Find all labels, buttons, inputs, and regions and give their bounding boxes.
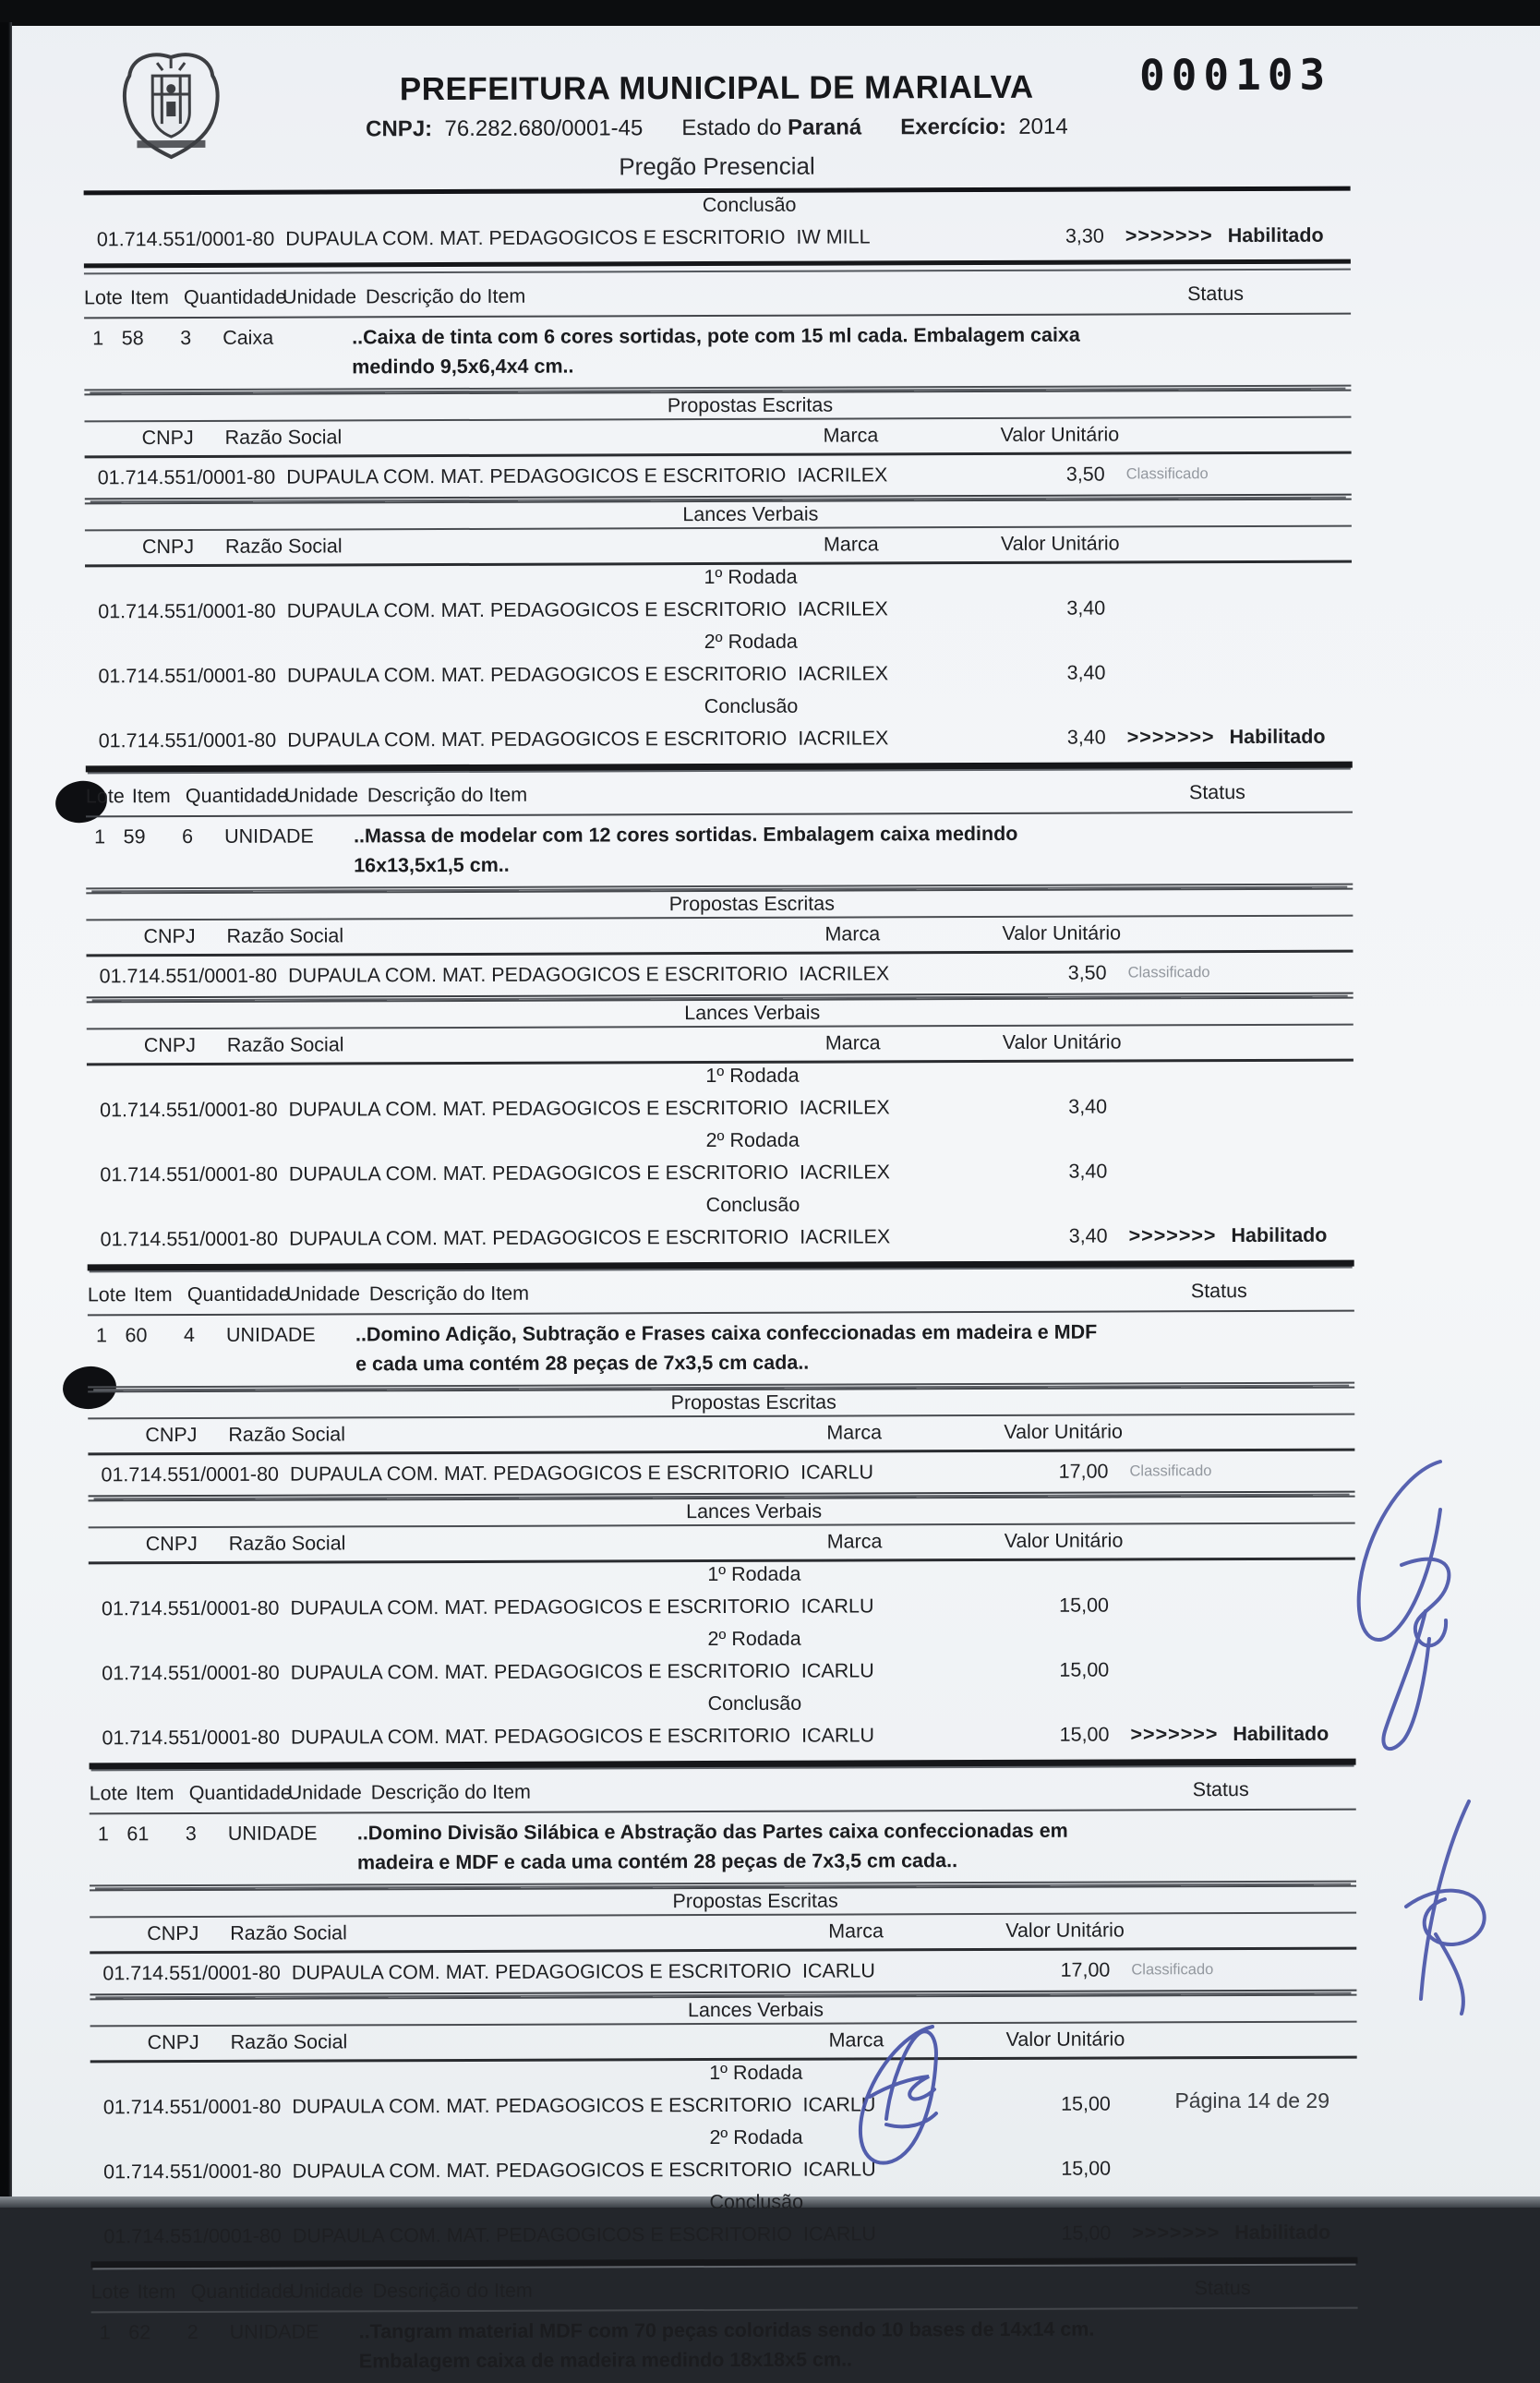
status-classificado: Classificado [1127, 964, 1210, 981]
document-content [83, 24, 1358, 2383]
valor-unitario-value: 3,40 [1066, 661, 1106, 684]
status-value: Habilitado [1234, 2221, 1331, 2245]
status-classificado: Classificado [1129, 1462, 1212, 1480]
col-label-marca: Marca [823, 424, 879, 447]
col-label-item: Item [129, 286, 169, 309]
supplier-cnpj: 01.714.551/0001-80 [98, 728, 277, 752]
divider [90, 2257, 1357, 2269]
supplier-cnpj: 01.714.551/0001-80 [100, 1162, 278, 1186]
round-1-label: 1º Rodada [705, 1064, 800, 1088]
supplier-razao: DUPAULA COM. MAT. PEDAGOGICOS E ESCRITORIO [291, 1959, 792, 1984]
column-header [90, 2023, 1357, 2064]
col-label-razao-social: Razão Social [230, 2030, 348, 2053]
pen-mark [1337, 1454, 1494, 1777]
valor-unitario-value: 3,40 [1066, 726, 1106, 749]
round-1-label: 1º Rodada [707, 1562, 801, 1586]
col-label-razao-social: Razão Social [224, 535, 343, 558]
supplier-cnpj: 01.714.551/0001-80 [99, 964, 278, 988]
proposal-row [88, 1451, 1354, 1498]
col-label-item: Item [133, 1283, 173, 1306]
valor-unitario-value: 3,40 [1068, 1095, 1108, 1118]
marca-value: ICARLU [802, 2222, 876, 2245]
col-label-lote: Lote [83, 286, 123, 309]
bid-row [87, 1151, 1354, 1196]
header-cnpj: CNPJ: 76.282.680/0001-45 [366, 115, 644, 142]
supplier-cnpj: 01.714.551/0001-80 [102, 1961, 281, 1985]
round-2-label: 2º Rodada [707, 1627, 801, 1651]
col-label-cnpj: CNPJ [141, 426, 194, 450]
marca-value: IACRILEX [797, 463, 888, 487]
item-value: 59 [123, 825, 146, 848]
supplier-razao: DUPAULA COM. MAT. PEDAGOGICOS E ESCRITORIO [292, 2222, 793, 2247]
conclusion-label: Conclusão [709, 2190, 804, 2214]
col-label-status: Status [1194, 2276, 1251, 2300]
lances-verbais-label: Lances Verbais [90, 1994, 1356, 2028]
item-value: 61 [126, 1823, 150, 1846]
quantidade-value: 4 [183, 1323, 195, 1347]
divider [90, 1759, 1356, 1770]
col-label-item: Item [131, 785, 171, 808]
item-row [91, 2309, 1358, 2383]
valor-unitario-value: 17,00 [1058, 1460, 1109, 1483]
col-label-marca: Marca [826, 1421, 883, 1444]
supplier-cnpj: 01.714.551/0001-80 [102, 1661, 280, 1685]
page-number: Página 14 de 29 [1174, 2088, 1329, 2112]
supplier-cnpj: 01.714.551/0001-80 [103, 2160, 282, 2184]
lote-value: 1 [97, 1823, 109, 1846]
supplier-cnpj: 01.714.551/0001-80 [102, 1726, 280, 1750]
col-label-descricao: Descrição do Item [367, 783, 528, 807]
status-value: Habilitado [1231, 1223, 1328, 1247]
col-label-status: Status [1188, 781, 1245, 804]
col-label-unidade: Unidade [282, 285, 357, 308]
col-label-marca: Marca [828, 2028, 884, 2052]
item-row [88, 1312, 1354, 1389]
conclusion-label: Conclusão [704, 694, 799, 718]
col-label-marca: Marca [828, 1920, 884, 1943]
supplier-razao: DUPAULA COM. MAT. PEDAGOGICOS E ESCRITORIO [290, 1659, 790, 1684]
descricao-line2: e cada uma contém 28 peças de 7x3,5 cm cada.. [355, 1351, 810, 1376]
col-label-unidade: Unidade [289, 2280, 364, 2303]
bid-row [85, 588, 1352, 632]
col-label-descricao: Descrição do Item [370, 1780, 531, 1804]
item-value: 60 [125, 1324, 148, 1347]
quantidade-value: 3 [185, 1822, 197, 1846]
descricao-line1: ..Domino Adição, Subtração e Frases caixa confeccionadas em madeira e MDF [355, 1320, 1098, 1346]
status-classificado: Classificado [1125, 465, 1209, 483]
bid-row [90, 2148, 1357, 2193]
col-label-quantidade: Quantidade [190, 2280, 294, 2304]
col-label-cnpj: CNPJ [147, 1921, 199, 1945]
municipality-coat-of-arms-logo [113, 48, 229, 167]
lote-value: 1 [92, 327, 104, 350]
supplier-cnpj: 01.714.551/0001-80 [100, 1098, 278, 1122]
lot-table-header [84, 278, 1351, 319]
column-header [89, 1524, 1355, 1565]
propostas-escritas-label: Propostas Escritas [88, 1387, 1354, 1420]
col-label-status: Status [1190, 1280, 1247, 1303]
propostas-escritas-label: Propostas Escritas [90, 1885, 1356, 1919]
valor-unitario-value: 3,40 [1066, 596, 1106, 620]
valor-unitario-value: 15,00 [1059, 1723, 1110, 1746]
conclusion-label: Conclusão [702, 193, 797, 217]
round-2-label: 2º Rodada [704, 630, 798, 654]
col-label-razao-social: Razão Social [224, 426, 343, 449]
col-label-unidade: Unidade [285, 1282, 360, 1306]
col-label-lote: Lote [90, 2281, 130, 2304]
col-label-cnpj: CNPJ [143, 1033, 197, 1057]
lances-verbais-label: Lances Verbais [87, 997, 1354, 1030]
column-header [90, 1914, 1356, 1955]
marca-value: IACRILEX [799, 1161, 891, 1184]
signature [822, 2017, 997, 2184]
col-label-razao-social: Razão Social [228, 1423, 346, 1446]
item-value: 62 [128, 2321, 151, 2344]
descricao-line1: ..Tangram material MDF com 70 peças coloridas sendo 10 bases de 14x14 cm. [358, 2317, 1095, 2343]
marca-value: IACRILEX [800, 1225, 891, 1248]
col-label-item: Item [137, 2281, 176, 2304]
unidade-value: UNIDADE [224, 824, 314, 848]
quantidade-value: 2 [186, 2320, 199, 2344]
supplier-razao: DUPAULA COM. MAT. PEDAGOGICOS E ESCRITORIO [288, 1096, 788, 1121]
supplier-cnpj: 01.714.551/0001-80 [96, 227, 275, 251]
propostas-escritas-label: Propostas Escritas [86, 888, 1353, 921]
lote-value: 1 [99, 2321, 111, 2344]
valor-unitario-value: 17,00 [1060, 1958, 1111, 1981]
marca-value: ICARLU [800, 1659, 874, 1682]
col-label-descricao: Descrição do Item [365, 284, 526, 308]
col-label-valor-unitario: Valor Unitário [1004, 1420, 1124, 1443]
round-1-label: 1º Rodada [709, 2061, 803, 2085]
item-row [86, 813, 1353, 890]
propostas-escritas-label: Propostas Escritas [84, 390, 1351, 423]
item-row [84, 315, 1351, 391]
supplier-razao: DUPAULA COM. MAT. PEDAGOGICOS E ESCRITORIO [292, 2093, 792, 2118]
valor-unitario-value: 3,40 [1068, 1224, 1108, 1247]
unidade-value: UNIDADE [229, 2320, 319, 2343]
col-label-valor-unitario: Valor Unitário [1000, 423, 1120, 446]
supplier-razao: DUPAULA COM. MAT. PEDAGOGICOS E ESCRITORIO [288, 1161, 789, 1185]
supplier-razao: DUPAULA COM. MAT. PEDAGOGICOS E ESCRITORIO [290, 1595, 790, 1619]
column-header [86, 917, 1353, 957]
marca-value: ICARLU [802, 2093, 876, 2116]
lot-blocks [84, 278, 1358, 2269]
col-label-marca: Marca [826, 1530, 883, 1553]
proposal-row [90, 1950, 1356, 1996]
lote-value: 1 [95, 1324, 107, 1347]
lot-table-header [91, 2272, 1358, 2314]
marca-value: ICARLU [800, 1595, 874, 1618]
col-label-lote: Lote [89, 1782, 128, 1805]
supplier-razao: DUPAULA COM. MAT. PEDAGOGICOS E ESCRITORIO [286, 597, 787, 622]
valor-unitario-value: 3,30 [1065, 224, 1104, 247]
conclusion-label: Conclusão [707, 1691, 802, 1715]
pen-mark [1380, 1796, 1519, 2027]
conclusion-row [84, 216, 1351, 260]
document-header [83, 24, 1351, 184]
column-header [85, 527, 1352, 568]
conclusion-row [89, 1715, 1355, 1759]
supplier-razao: DUPAULA COM. MAT. PEDAGOGICOS E ESCRITORIO [286, 463, 787, 488]
proposal-row [87, 953, 1354, 999]
descricao-line2: Embalagem caixa de madeira medindo 18x18x5 cm.. [358, 2348, 853, 2373]
col-label-cnpj: CNPJ [143, 924, 196, 948]
arrows-mark: >>>>>>> [1132, 2221, 1221, 2245]
lot-block [90, 1774, 1358, 2269]
supplier-cnpj: 01.714.551/0001-80 [101, 1596, 280, 1620]
arrows-mark: >>>>>>> [1128, 1224, 1217, 1247]
unidade-value: UNIDADE [227, 1822, 318, 1845]
scan-top-edge [0, 0, 1540, 26]
bid-row [87, 1087, 1354, 1131]
marca-value: IACRILEX [799, 962, 890, 985]
conclusion-row [86, 717, 1353, 762]
arrows-mark: >>>>>>> [1130, 1723, 1219, 1746]
item-row [90, 1811, 1356, 1887]
proposal-row [85, 454, 1352, 500]
descricao-line2: madeira e MDF e cada uma contém 28 peças de 7x3,5 cm cada.. [356, 1849, 958, 1874]
valor-unitario-value: 3,40 [1068, 1160, 1108, 1183]
marca-value: ICARLU [802, 2158, 876, 2181]
col-label-valor-unitario: Valor Unitário [1002, 921, 1122, 945]
header-exercicio: Exercício: 2014 [900, 114, 1068, 140]
col-label-unidade: Unidade [283, 784, 359, 807]
col-label-cnpj: CNPJ [145, 1532, 198, 1556]
supplier-razao: DUPAULA COM. MAT. PEDAGOGICOS E ESCRITORIO [288, 962, 788, 987]
col-label-razao-social: Razão Social [228, 1532, 346, 1555]
status-value: Habilitado [1227, 223, 1324, 247]
lot-block [86, 776, 1354, 1271]
marca-value: IACRILEX [797, 597, 888, 620]
arrows-mark: >>>>>>> [1125, 224, 1213, 247]
valor-unitario-value: 15,00 [1059, 1658, 1110, 1681]
col-label-cnpj: CNPJ [141, 535, 195, 559]
bid-row [85, 653, 1352, 697]
lot-table-header [88, 1275, 1354, 1317]
supplier-cnpj: 01.714.551/0001-80 [103, 2224, 282, 2248]
divider [86, 762, 1353, 773]
scan-left-edge [0, 22, 12, 2208]
column-header [84, 418, 1351, 459]
descricao-line2: 16x13,5x1,5 cm.. [354, 853, 510, 877]
col-label-status: Status [1192, 1777, 1249, 1801]
status-classificado: Classificado [1131, 1961, 1214, 1979]
col-label-cnpj: CNPJ [145, 1423, 198, 1447]
col-label-valor-unitario: Valor Unitário [1005, 1919, 1125, 1942]
marca-value: IACRILEX [799, 1096, 890, 1119]
col-label-marca: Marca [824, 1031, 881, 1054]
supplier-razao: DUPAULA COM. MAT. PEDAGOGICOS E ESCRITORIO [292, 2158, 792, 2183]
page-title: PREFEITURA MUNICIPAL DE MARIALVA [399, 68, 1034, 108]
divider [84, 259, 1351, 269]
conclusion-label: Conclusão [705, 1193, 800, 1217]
lot-block [88, 1275, 1356, 1770]
unidade-value: Caixa [223, 326, 274, 349]
valor-unitario-value: 3,50 [1065, 463, 1105, 486]
supplier-razao: DUPAULA COM. MAT. PEDAGOGICOS E ESCRITORIO [290, 1724, 791, 1749]
col-label-razao-social: Razão Social [230, 1921, 347, 1944]
lote-value: 1 [94, 825, 106, 848]
column-header [88, 1415, 1354, 1456]
col-label-cnpj: CNPJ [147, 2030, 199, 2054]
column-header [87, 1026, 1354, 1066]
col-label-quantidade: Quantidade [186, 1282, 291, 1306]
supplier-cnpj: 01.714.551/0001-80 [98, 664, 276, 688]
col-label-quantidade: Quantidade [185, 784, 289, 808]
marca-value: ICARLU [800, 1461, 874, 1484]
supplier-cnpj: 01.714.551/0001-80 [100, 1227, 279, 1251]
conclusion-row [88, 1216, 1354, 1260]
round-1-label: 1º Rodada [704, 565, 798, 589]
valor-unitario-value: 15,00 [1061, 2221, 1112, 2245]
valor-unitario-value: 3,50 [1067, 961, 1107, 984]
status-value: Habilitado [1233, 1722, 1329, 1746]
supplier-cnpj: 01.714.551/0001-80 [98, 599, 276, 623]
bid-row [89, 1585, 1355, 1630]
col-label-valor-unitario: Valor Unitário [1000, 532, 1120, 555]
lot-table-header [86, 776, 1353, 818]
marca-value: IACRILEX [798, 662, 889, 685]
divider [88, 1260, 1354, 1271]
item-value: 58 [121, 327, 144, 350]
status-value: Habilitado [1229, 725, 1326, 749]
col-label-razao-social: Razão Social [226, 924, 344, 947]
col-label-quantidade: Quantidade [188, 1781, 292, 1805]
divider [84, 269, 1351, 275]
round-2-label: 2º Rodada [705, 1128, 800, 1152]
descricao-line1: ..Domino Divisão Silábica e Abstração das Partes caixa confeccionadas em [356, 1819, 1068, 1845]
marca-value: ICARLU [801, 1959, 875, 1982]
lances-verbais-label: Lances Verbais [89, 1496, 1355, 1529]
descricao-line1: ..Massa de modelar com 12 cores sortidas. Embalagem caixa medindo [354, 822, 1018, 848]
supplier-razao: DUPAULA COM. MAT. PEDAGOGICOS E ESCRITORIO [285, 225, 786, 250]
col-label-marca: Marca [823, 533, 879, 556]
marca-value: IACRILEX [798, 727, 889, 750]
col-label-razao-social: Razão Social [226, 1033, 344, 1056]
bid-row [90, 2084, 1357, 2128]
supplier-razao: DUPAULA COM. MAT. PEDAGOGICOS E ESCRITORIO [286, 662, 788, 687]
col-label-valor-unitario: Valor Unitário [1002, 1030, 1122, 1053]
col-label-quantidade: Quantidade [183, 285, 287, 309]
supplier-razao: DUPAULA COM. MAT. PEDAGOGICOS E ESCRITORIO [287, 727, 788, 752]
marca-value: ICARLU [801, 1724, 875, 1747]
quantidade-value: 3 [180, 326, 192, 350]
unidade-value: UNIDADE [225, 1323, 316, 1346]
valor-unitario-value: 15,00 [1061, 2092, 1111, 2115]
round-2-label: 2º Rodada [709, 2125, 803, 2149]
supplier-cnpj: 01.714.551/0001-80 [101, 1462, 279, 1486]
col-label-valor-unitario: Valor Unitário [1004, 1529, 1124, 1552]
supplier-cnpj: 01.714.551/0001-80 [97, 465, 276, 489]
header-subline [83, 114, 1350, 144]
bid-row [89, 1650, 1355, 1694]
document-subtitle: Pregão Presencial [619, 151, 815, 181]
col-label-lote: Lote [85, 785, 125, 808]
supplier-cnpj: 01.714.551/0001-80 [102, 2095, 282, 2119]
descricao-line1: ..Caixa de tinta com 6 cores sortidas, pote com 15 ml cada. Embalagem caixa [352, 323, 1080, 349]
col-label-marca: Marca [824, 922, 881, 945]
col-label-status: Status [1187, 283, 1245, 306]
conclusion-row [90, 2213, 1357, 2257]
arrows-mark: >>>>>>> [1126, 726, 1215, 749]
col-label-unidade: Unidade [287, 1781, 362, 1804]
descricao-line2: medindo 9,5x6,4x4 cm.. [352, 355, 574, 379]
col-label-descricao: Descrição do Item [368, 1282, 530, 1306]
col-label-lote: Lote [87, 1283, 126, 1306]
lances-verbais-label: Lances Verbais [85, 499, 1352, 532]
header-estado: Estado do Paraná [681, 114, 862, 141]
stamp-number: 000103 [1138, 49, 1332, 101]
quantidade-value: 6 [182, 824, 194, 848]
marca-value: IW MILL [796, 225, 871, 248]
col-label-descricao: Descrição do Item [372, 2279, 533, 2303]
col-label-valor-unitario: Valor Unitário [1005, 2028, 1125, 2051]
lot-block [84, 278, 1353, 773]
supplier-razao: DUPAULA COM. MAT. PEDAGOGICOS E ESCRITORIO [289, 1461, 790, 1486]
supplier-razao: DUPAULA COM. MAT. PEDAGOGICOS E ESCRITORIO [289, 1225, 789, 1250]
col-label-item: Item [135, 1782, 174, 1805]
valor-unitario-value: 15,00 [1061, 2157, 1112, 2180]
valor-unitario-value: 15,00 [1059, 1594, 1110, 1617]
lot-table-header [90, 1774, 1356, 1815]
